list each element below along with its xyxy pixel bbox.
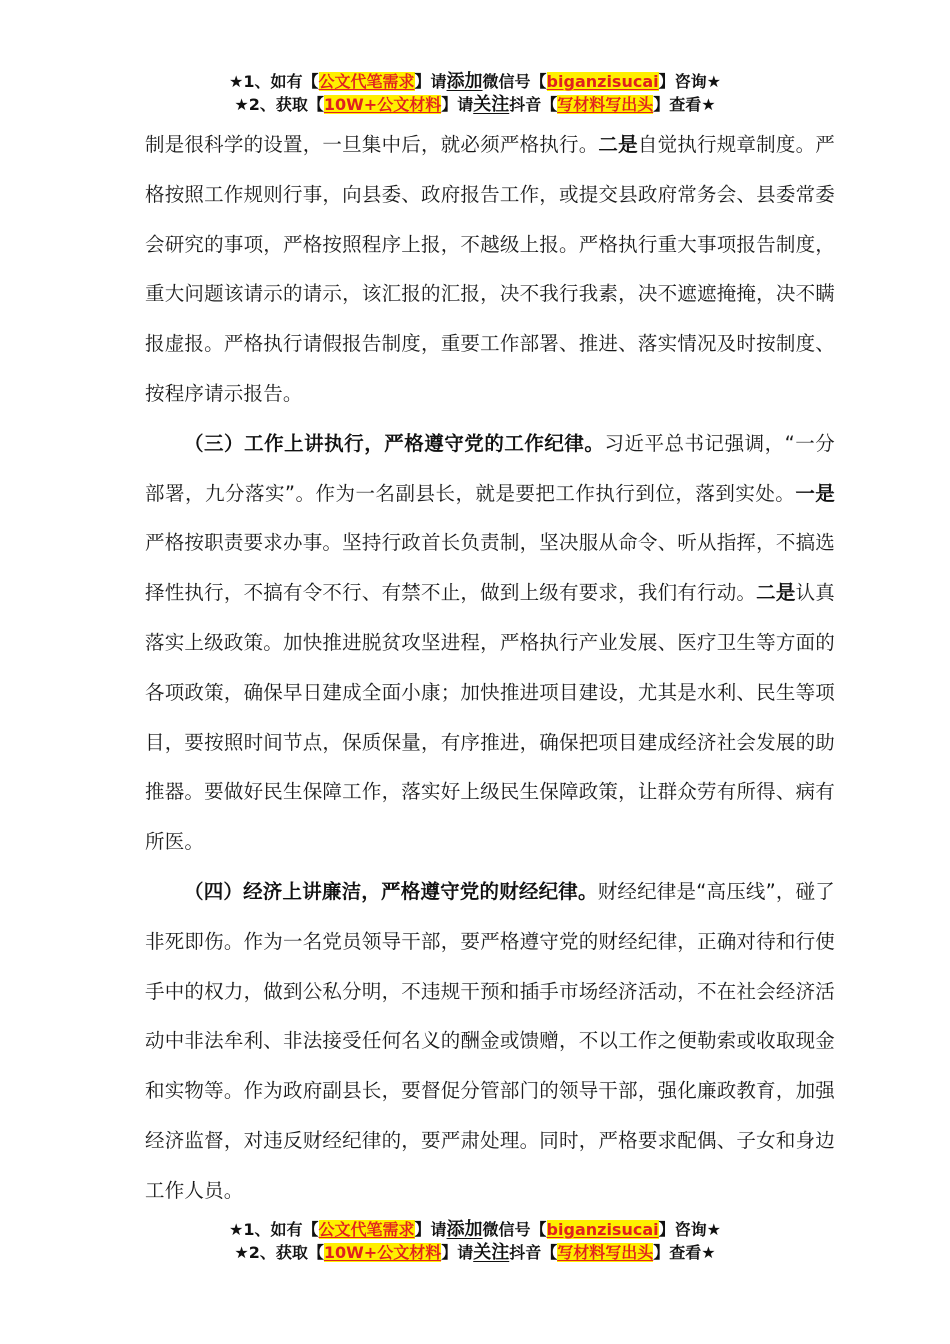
section-heading: （三）工作上讲执行，严格遵守党的工作纪律。 [184,431,605,455]
banner-highlight: 写材料写出头 [557,1243,654,1262]
banner-text: ★2、获取【 [234,1243,324,1262]
bold-lead: 一是 [795,481,836,505]
banner-text: 】请 [441,95,474,114]
header-banner [0,70,950,116]
banner-emphasis: 添加 [446,1219,483,1240]
banner-highlight: 10W+公文材料 [323,95,442,114]
banner-emphasis: 关注 [473,1242,510,1263]
paragraph-text: 习近平总书记强调，“一分部署，九分落实”。作为一名副县长，就是要把工作执行到位，落到实处。 [145,431,835,505]
paragraph-text: 制是很科学的设置，一旦集中后，就必须严格执行。 [145,133,599,156]
paragraph-text: 认真落实上级政策。加快推进脱贫攻坚进程，严格执行产业发展、医疗卫生等方面的各项政策，确保早日建成全面小康；加快推进项目建设，尤其是水利、民生等项目，要按照时间节点，保质保量，有序推进，确保把项目建成经济社会发展的助推器。要做好民生保障工作，落实好上级民生保障政策，让群众劳有所得、病有所医。 [145,581,836,854]
paragraph [145,120,835,419]
banner-line-1 [0,70,950,93]
banner-line-1 [0,1218,950,1241]
banner-text: 微信号【 [482,1220,547,1239]
banner-text: 】查看★ [653,1243,716,1262]
banner-highlight: 10W+公文材料 [323,1243,442,1262]
paragraph-text: 严格按职责要求办事。坚持行政首长负责制，坚决服从命令、听从指挥，不搞选择性执行，不搞有令不行、有禁不止，做到上级有要求，我们有行动。 [145,531,835,605]
document-body [145,120,835,1216]
banner-text: ★2、获取【 [234,95,324,114]
banner-emphasis: 添加 [446,71,483,92]
banner-text: 】咨询★ [658,1220,721,1239]
banner-highlight: biganzisucai [546,1220,659,1239]
banner-text: 】查看★ [653,95,716,114]
section-heading: （四）经济上讲廉洁，严格遵守党的财经纪律。 [184,879,598,903]
banner-text: ★1、如有【 [229,1220,319,1239]
banner-text: 】请 [441,1243,474,1262]
bold-lead: 二是 [756,581,796,605]
banner-highlight: biganzisucai [546,72,659,91]
banner-highlight: 公文代笔需求 [318,1220,415,1239]
paragraph [145,867,835,1216]
banner-highlight: 公文代笔需求 [318,72,415,91]
paragraph-text: 自觉执行规章制度。严格按照工作规则行事，向县委、政府报告工作，或提交县政府常务会、县委常委会研究的事项，严格按照程序上报，不越级上报。严格执行重大事项报告制度，重大问题该请示的请示，该汇报的汇报，决不我行我素，决不遮遮掩掩，决不瞒报虚报。严格执行请假报告制度，重要工作部署、推进、落实情况及时按制度、按程序请示报告。 [145,133,835,405]
bold-lead: 二是 [598,133,638,156]
banner-line-2 [0,93,950,116]
banner-text: 】请 [414,1220,447,1239]
banner-text: 抖音【 [509,95,558,114]
paragraph-text: 财经纪律是“高压线”，碰了非死即伤。作为一名党员领导干部，要严格遵守党的财经纪律，正确对待和行使手中的权力，做到公私分明，不违规干预和插手市场经济活动，不在社会经济活动中非法牟利、非法接受任何名义的酬金或馈赠，不以工作之便勒索或收取现金和实物等。作为政府副县长，要督促分管部门的领导干部，强化廉政教育，加强经济监督，对违反财经纪律的，要严肃处理。同时，严格要求配偶、子女和身边工作人员。 [145,879,836,1202]
banner-emphasis: 关注 [473,94,510,115]
banner-line-2 [0,1241,950,1264]
banner-highlight: 写材料写出头 [557,95,654,114]
paragraph [145,419,835,867]
banner-text: 】请 [414,72,447,91]
banner-text: 】咨询★ [658,72,721,91]
banner-text: ★1、如有【 [229,72,319,91]
banner-text: 抖音【 [509,1243,558,1262]
banner-text: 微信号【 [482,72,547,91]
footer-banner [0,1218,950,1264]
